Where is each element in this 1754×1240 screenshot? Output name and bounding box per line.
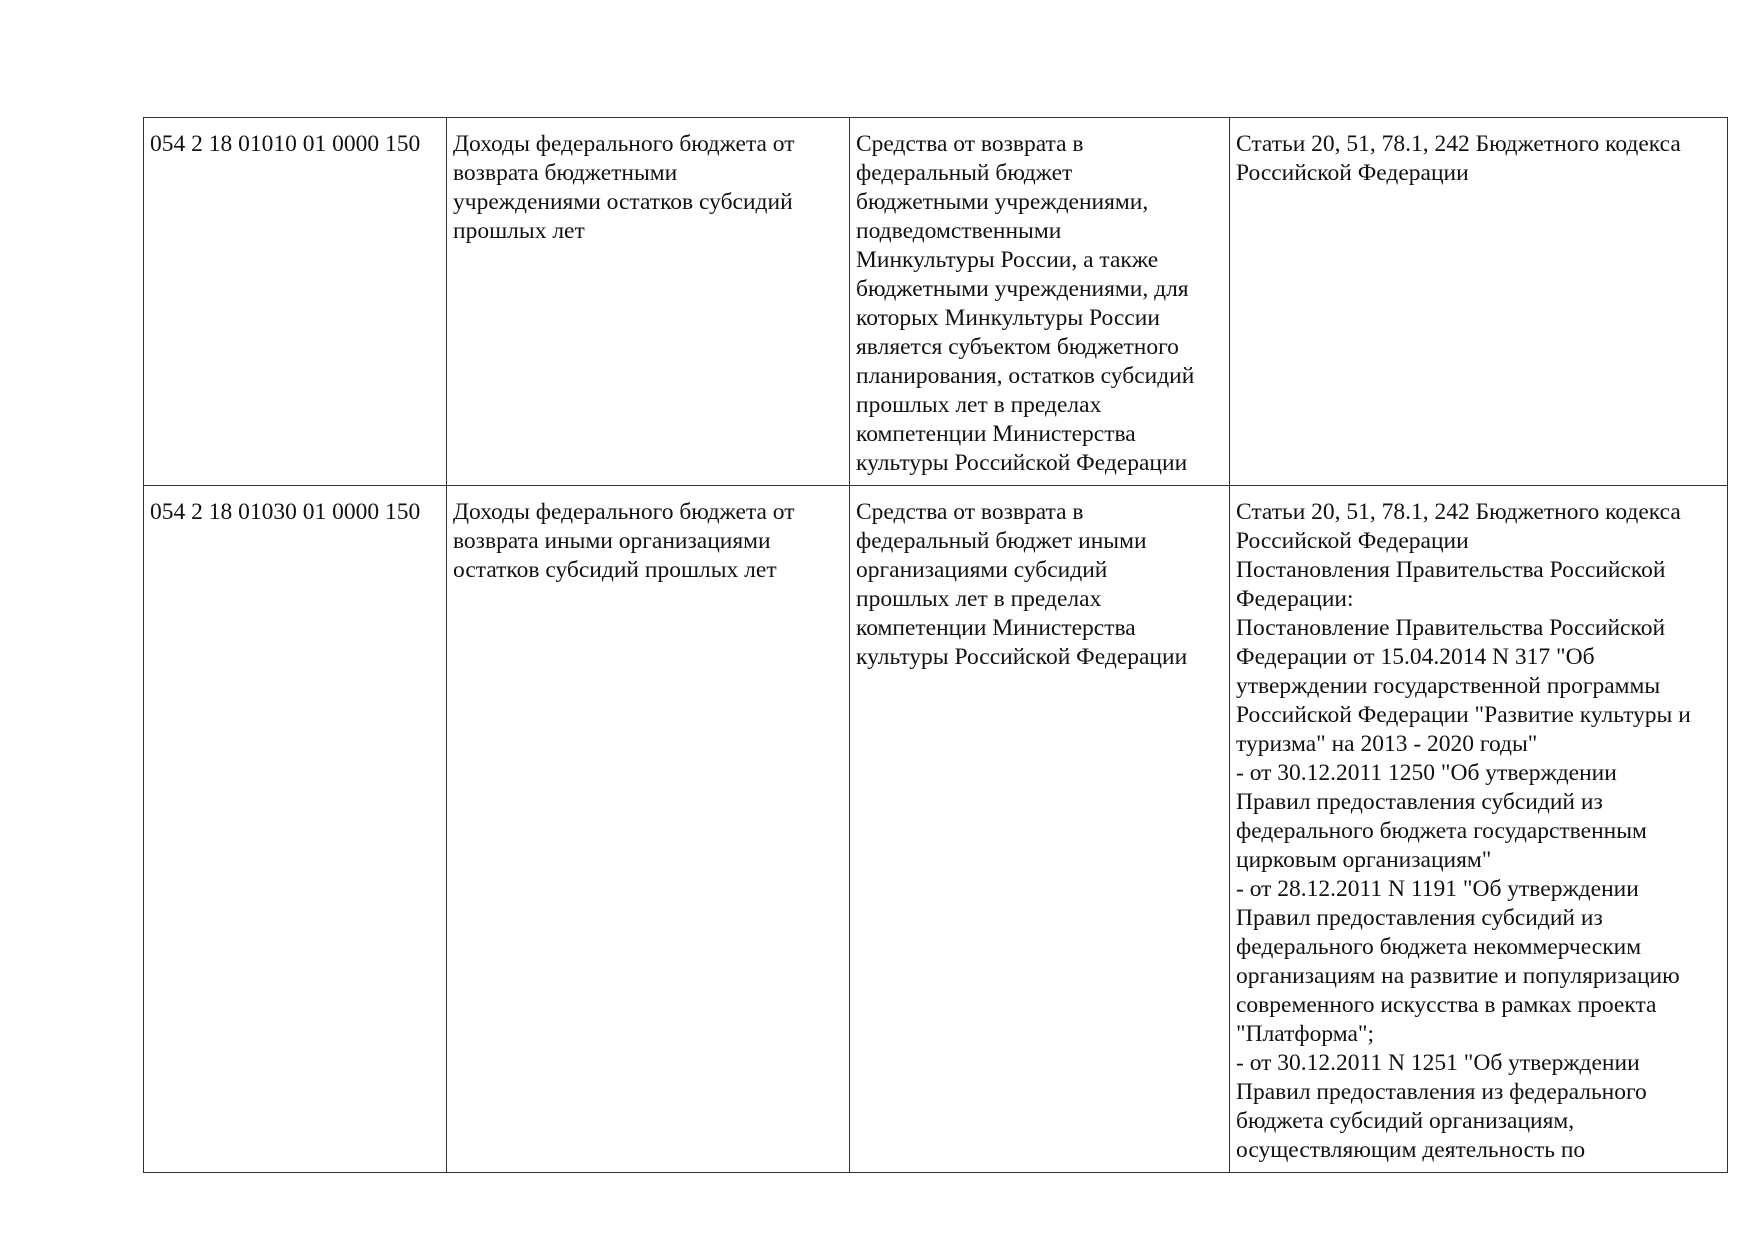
budget-classification-code: 054 2 18 01030 01 0000 150: [150, 499, 421, 525]
text-line: Доходы федерального бюджета от: [453, 131, 795, 157]
text-line: бюджета субсидий организациям,: [1236, 1108, 1575, 1134]
table-row: [144, 118, 1728, 486]
text-line: Минкультуры России, а также: [856, 247, 1159, 273]
text-line: учреждениями остатков субсидий: [453, 189, 793, 215]
text-line: Федерации от 15.04.2014 N 317 "Об: [1236, 644, 1595, 670]
text-line: бюджетными учреждениями,: [856, 189, 1149, 215]
legal-basis-cell: [1230, 486, 1728, 1173]
text-line: современного искусства в рамках проекта: [1236, 992, 1657, 1018]
text-line: организациям на развитие и популяризацию: [1236, 963, 1680, 989]
description-cell: [850, 118, 1230, 486]
text-line: Статьи 20, 51, 78.1, 242 Бюджетного кодекса: [1236, 499, 1681, 525]
text-line: Статьи 20, 51, 78.1, 242 Бюджетного кодекса: [1236, 131, 1681, 157]
text-line: Правил предоставления из федерального: [1236, 1079, 1647, 1105]
text-line: Средства от возврата в: [856, 499, 1084, 525]
text-line: Постановления Правительства Российской: [1236, 557, 1666, 583]
text-line: прошлых лет: [453, 218, 585, 244]
text-line: федерального бюджета государственным: [1236, 818, 1647, 844]
name-cell: [447, 486, 850, 1173]
text-line: является субъектом бюджетного: [856, 334, 1179, 360]
text-line: "Платформа";: [1236, 1021, 1375, 1047]
text-line: федерального бюджета некоммерческим: [1236, 934, 1642, 960]
text-line: - от 30.12.2011 1250 "Об утверждении: [1236, 760, 1617, 786]
text-line: Российской Федерации: [1236, 160, 1469, 186]
code-cell: [144, 486, 447, 1173]
text-line: Средства от возврата в: [856, 131, 1084, 157]
legal-basis-cell: [1230, 118, 1728, 486]
code-cell: [144, 118, 447, 486]
text-line: Российской Федерации: [1236, 528, 1469, 554]
text-line: остатков субсидий прошлых лет: [453, 557, 777, 583]
text-line: культуры Российской Федерации: [856, 450, 1188, 476]
text-line: федеральный бюджет: [856, 160, 1073, 186]
text-line: бюджетными учреждениями, для: [856, 276, 1189, 302]
text-line: планирования, остатков субсидий: [856, 363, 1195, 389]
text-line: туризма" на 2013 - 2020 годы": [1236, 731, 1538, 757]
text-line: возврата иными организациями: [453, 528, 771, 554]
text-line: Постановление Правительства Российской: [1236, 615, 1666, 641]
text-line: организациями субсидий: [856, 557, 1108, 583]
text-line: Правил предоставления субсидий из: [1236, 905, 1603, 931]
text-line: - от 30.12.2011 N 1251 "Об утверждении: [1236, 1050, 1640, 1076]
text-line: Доходы федерального бюджета от: [453, 499, 795, 525]
text-line: Российской Федерации "Развитие культуры и: [1236, 702, 1691, 728]
text-line: компетенции Министерства: [856, 421, 1136, 447]
text-line: прошлых лет в пределах: [856, 586, 1102, 612]
budget-classification-code: 054 2 18 01010 01 0000 150: [150, 131, 421, 157]
name-cell: [447, 118, 850, 486]
text-line: возврата бюджетными: [453, 160, 678, 186]
budget-codes-table: [143, 117, 1728, 1173]
text-line: компетенции Министерства: [856, 615, 1136, 641]
text-line: прошлых лет в пределах: [856, 392, 1102, 418]
table-row: [144, 486, 1728, 1173]
text-line: которых Минкультуры России: [856, 305, 1160, 331]
text-line: Правил предоставления субсидий из: [1236, 789, 1603, 815]
text-line: осуществляющим деятельность по: [1236, 1137, 1586, 1163]
description-cell: [850, 486, 1230, 1173]
text-line: - от 28.12.2011 N 1191 "Об утверждении: [1236, 876, 1639, 902]
text-line: культуры Российской Федерации: [856, 644, 1188, 670]
text-line: федеральный бюджет иными: [856, 528, 1147, 554]
text-line: утверждении государственной программы: [1236, 673, 1661, 699]
text-line: подведомственными: [856, 218, 1062, 244]
text-line: Федерации:: [1236, 586, 1354, 612]
text-line: цирковым организациям": [1236, 847, 1492, 873]
